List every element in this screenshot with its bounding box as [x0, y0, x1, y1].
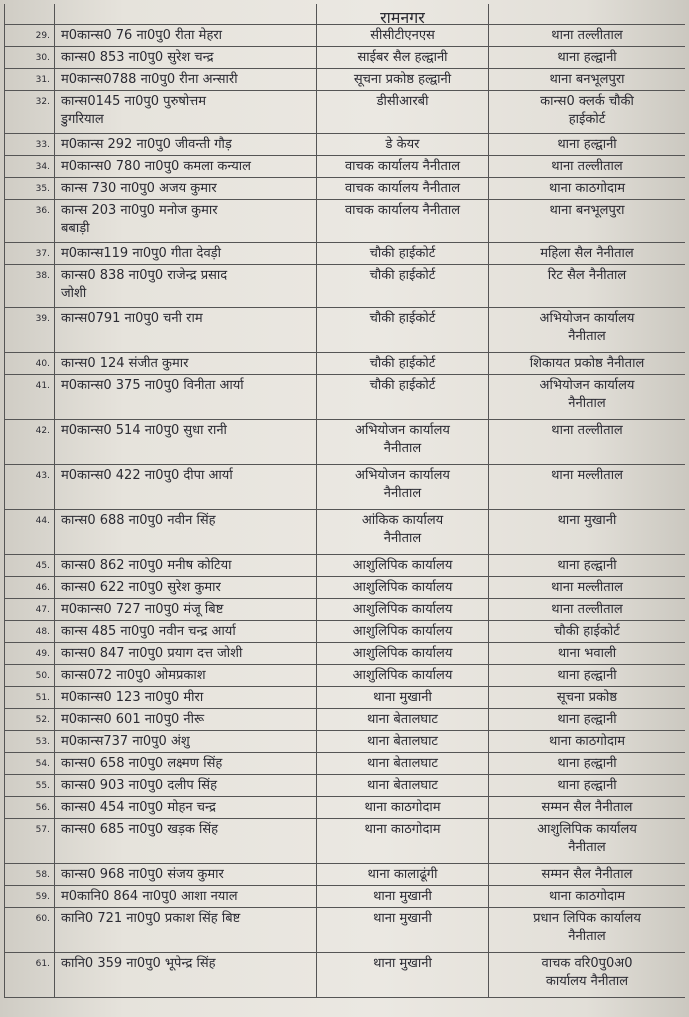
- from-posting: वाचक कार्यालय नैनीताल: [317, 156, 489, 177]
- from-posting: अभियोजन कार्यालय नैनीताल: [317, 465, 489, 509]
- employee-name: म0कान्स0 514 ना0पु0 सुधा रानी: [55, 420, 317, 464]
- table-row: [5, 797, 685, 819]
- transfer-table: [4, 4, 685, 998]
- serial-number: 31.: [5, 69, 55, 90]
- employee-name: म0कान्स0788 ना0पु0 रीना अन्सारी: [55, 69, 317, 90]
- table-row: [5, 156, 685, 178]
- from-posting: थाना कालाढूंगी: [317, 864, 489, 885]
- employee-name: कान्स0 968 ना0पु0 संजय कुमार: [55, 864, 317, 885]
- table-row: [5, 643, 685, 665]
- table-row: [5, 25, 685, 47]
- from-posting: थाना मुखानी: [317, 953, 489, 997]
- to-posting: थाना काठगोदाम: [548, 889, 626, 904]
- from-posting: थाना बेतालघाट: [317, 753, 489, 774]
- to-posting: थाना मल्लीताल: [551, 580, 623, 595]
- employee-name: म0कानि0 864 ना0पु0 आशा नयाल: [55, 886, 317, 907]
- to-posting: अभियोजन कार्यालय नैनीताल: [539, 311, 635, 344]
- to-posting: कान्स0 क्लर्क चौकी हाईकोर्ट: [540, 94, 634, 127]
- to-posting: थाना मल्लीताल: [551, 468, 623, 483]
- serial-number: 57.: [5, 819, 55, 863]
- to-posting: थाना हल्द्वानी: [557, 50, 617, 65]
- from-posting: वाचक कार्यालय नैनीताल: [317, 178, 489, 199]
- employee-name: कान्स0 658 ना0पु0 लक्ष्मण सिंह: [55, 753, 317, 774]
- serial-number: 52.: [5, 709, 55, 730]
- from-posting: थाना बेतालघाट: [317, 731, 489, 752]
- employee-name: कान्स 203 ना0पु0 मनोज कुमार बबाड़ी: [55, 200, 317, 242]
- employee-name: म0कान्स0 123 ना0पु0 मीरा: [55, 687, 317, 708]
- table-row: [5, 510, 685, 555]
- to-posting: सम्मन सैल नैनीताल: [541, 800, 633, 815]
- from-posting: वाचक कार्यालय नैनीताल: [317, 200, 489, 242]
- table-row: [5, 91, 685, 134]
- to-posting: थाना हल्द्वानी: [557, 778, 617, 793]
- serial-number: 47.: [5, 599, 55, 620]
- serial-number: 46.: [5, 577, 55, 598]
- serial-number: 42.: [5, 420, 55, 464]
- employee-name: म0कान्स119 ना0पु0 गीता देवड़ी: [55, 243, 317, 264]
- from-posting: सीसीटीएनएस: [317, 25, 489, 46]
- serial-number: 37.: [5, 243, 55, 264]
- employee-name: म0कान्स0 601 ना0पु0 नीरू: [55, 709, 317, 730]
- employee-name: कान्स0 685 ना0पु0 खड़क सिंह: [55, 819, 317, 863]
- to-posting: शिकायत प्रकोष्ठ नैनीताल: [529, 356, 645, 371]
- to-posting: थाना भवाली: [557, 646, 617, 661]
- from-posting: थाना बेतालघाट: [317, 775, 489, 796]
- serial-number: 58.: [5, 864, 55, 885]
- employee-name: कान्स0791 ना0पु0 चनी राम: [55, 308, 317, 352]
- to-posting: चौकी हाईकोर्ट: [554, 624, 620, 639]
- serial-number: 38.: [5, 265, 55, 307]
- header-fragment: रामनगर: [317, 4, 489, 24]
- table-row: [5, 265, 685, 308]
- employee-name: कान्स0 847 ना0पु0 प्रयाग दत्त जोशी: [55, 643, 317, 664]
- from-posting: थाना मुखानी: [317, 687, 489, 708]
- from-posting: आशुलिपिक कार्यालय: [317, 599, 489, 620]
- employee-name: कान्स 485 ना0पु0 नवीन चन्द्र आर्या: [55, 621, 317, 642]
- serial-number: 53.: [5, 731, 55, 752]
- to-posting: थाना हल्द्वानी: [557, 712, 617, 727]
- table-row: [5, 555, 685, 577]
- from-posting: थाना बेतालघाट: [317, 709, 489, 730]
- table-row: [5, 775, 685, 797]
- serial-number: 60.: [5, 908, 55, 952]
- table-row: [5, 621, 685, 643]
- to-posting: थाना तल्लीताल: [551, 28, 623, 43]
- name-cell: [55, 4, 317, 24]
- to-posting: सूचना प्रकोष्ठ: [556, 690, 618, 705]
- from-posting: चौकी हाईकोर्ट: [317, 265, 489, 307]
- employee-name: कान्स0 622 ना0पु0 सुरेश कुमार: [55, 577, 317, 598]
- to-posting: थाना मुखानी: [557, 513, 617, 528]
- table-row: [5, 886, 685, 908]
- table-row: [5, 243, 685, 265]
- to-posting: थाना हल्द्वानी: [557, 558, 617, 573]
- to-posting: थाना तल्लीताल: [551, 423, 623, 438]
- from-posting: डीसीआरबी: [317, 91, 489, 133]
- employee-name: कानि0 721 ना0पु0 प्रकाश सिंह बिष्ट: [55, 908, 317, 952]
- posting-cell: [489, 4, 685, 24]
- from-posting: चौकी हाईकोर्ट: [317, 375, 489, 419]
- table-row: [5, 178, 685, 200]
- to-posting: वाचक वरि0पु0अ0 कार्यालय नैनीताल: [541, 956, 633, 989]
- to-posting: थाना हल्द्वानी: [557, 137, 617, 152]
- to-posting: सम्मन सैल नैनीताल: [541, 867, 633, 882]
- table-row: [5, 599, 685, 621]
- serial-number: 44.: [5, 510, 55, 554]
- employee-name: म0कान्स0 727 ना0पु0 मंजू बिष्ट: [55, 599, 317, 620]
- from-posting: चौकी हाईकोर्ट: [317, 243, 489, 264]
- serial-number: 55.: [5, 775, 55, 796]
- from-posting: चौकी हाईकोर्ट: [317, 353, 489, 374]
- from-posting: आशुलिपिक कार्यालय: [317, 643, 489, 664]
- from-posting: आशुलिपिक कार्यालय: [317, 577, 489, 598]
- serial-number: 39.: [5, 308, 55, 352]
- table-row: [5, 819, 685, 864]
- to-posting: थाना बनभूलपुरा: [549, 203, 625, 218]
- table-row: [5, 134, 685, 156]
- employee-name: म0कान्स0 375 ना0पु0 विनीता आर्या: [55, 375, 317, 419]
- employee-name: कान्स0 853 ना0पु0 सुरेश चन्द्र: [55, 47, 317, 68]
- serial-number: 32.: [5, 91, 55, 133]
- table-row: [5, 200, 685, 243]
- employee-name: कान्स0 124 संजीत कुमार: [55, 353, 317, 374]
- table-row: [5, 687, 685, 709]
- serial-number: 29.: [5, 25, 55, 46]
- to-posting: थाना हल्द्वानी: [557, 668, 617, 683]
- table-row: [5, 709, 685, 731]
- serial-number: 33.: [5, 134, 55, 155]
- table-row: [5, 69, 685, 91]
- serial-number: 40.: [5, 353, 55, 374]
- from-posting: आशुलिपिक कार्यालय: [317, 665, 489, 686]
- from-posting: थाना मुखानी: [317, 886, 489, 907]
- to-posting: थाना बनभूलपुरा: [549, 72, 625, 87]
- from-posting: अभियोजन कार्यालय नैनीताल: [317, 420, 489, 464]
- employee-name: म0कान्स0 780 ना0पु0 कमला कन्याल: [55, 156, 317, 177]
- employee-name: म0कान्स737 ना0पु0 अंशु: [55, 731, 317, 752]
- table-row: [5, 864, 685, 886]
- from-posting: आंकिक कार्यालय नैनीताल: [317, 510, 489, 554]
- employee-name: कान्स0 838 ना0पु0 राजेन्द्र प्रसाद जोशी: [55, 265, 317, 307]
- serial-number: 61.: [5, 953, 55, 997]
- from-posting: आशुलिपिक कार्यालय: [317, 621, 489, 642]
- employee-name: कान्स0 688 ना0पु0 नवीन सिंह: [55, 510, 317, 554]
- employee-name: कान्स072 ना0पु0 ओमप्रकाश: [55, 665, 317, 686]
- table-row: [5, 753, 685, 775]
- employee-name: म0कान्स0 422 ना0पु0 दीपा आर्या: [55, 465, 317, 509]
- from-posting: आशुलिपिक कार्यालय: [317, 555, 489, 576]
- from-posting: थाना मुखानी: [317, 908, 489, 952]
- serial-number: 41.: [5, 375, 55, 419]
- serial-number: 51.: [5, 687, 55, 708]
- to-posting: थाना हल्द्वानी: [557, 756, 617, 771]
- table-row: [5, 375, 685, 420]
- serial-number: 50.: [5, 665, 55, 686]
- serial-number: 30.: [5, 47, 55, 68]
- serial-number: 59.: [5, 886, 55, 907]
- employee-name: कान्स0 454 ना0पु0 मोहन चन्द्र: [55, 797, 317, 818]
- table-row: [5, 308, 685, 353]
- from-posting: चौकी हाईकोर्ट: [317, 308, 489, 352]
- employee-name: कान्स0 862 ना0पु0 मनीष कोटिया: [55, 555, 317, 576]
- to-posting: थाना तल्लीताल: [551, 602, 623, 617]
- to-posting: महिला सैल नैनीताल: [540, 246, 634, 261]
- serial-number: 48.: [5, 621, 55, 642]
- serial-number: 45.: [5, 555, 55, 576]
- to-posting: अभियोजन कार्यालय नैनीताल: [539, 378, 635, 411]
- table-row: [5, 665, 685, 687]
- employee-name: कान्स0 903 ना0पु0 दलीप सिंह: [55, 775, 317, 796]
- table-row: [5, 353, 685, 375]
- employee-name: कान्स 730 ना0पु0 अजय कुमार: [55, 178, 317, 199]
- table-header-fragment-row: [5, 4, 685, 25]
- serial-number: 36.: [5, 200, 55, 242]
- to-posting: थाना काठगोदाम: [548, 734, 626, 749]
- employee-name: म0कान्स 292 ना0पु0 जीवन्ती गौड़: [55, 134, 317, 155]
- to-posting: थाना काठगोदाम: [548, 181, 626, 196]
- table-row: [5, 953, 685, 998]
- from-posting: सूचना प्रकोष्ठ हल्द्वानी: [317, 69, 489, 90]
- serial-number: 35.: [5, 178, 55, 199]
- table-row: [5, 465, 685, 510]
- from-posting: थाना काठगोदाम: [317, 819, 489, 863]
- employee-name: कान्स0145 ना0पु0 पुरुषोत्तम डुगरियाल: [55, 91, 317, 133]
- serial-number: 54.: [5, 753, 55, 774]
- from-posting: डे केयर: [317, 134, 489, 155]
- serial-number: 43.: [5, 465, 55, 509]
- table-row: [5, 577, 685, 599]
- to-posting: थाना तल्लीताल: [551, 159, 623, 174]
- serial-cell: [5, 4, 55, 24]
- serial-number: 49.: [5, 643, 55, 664]
- from-posting: थाना काठगोदाम: [317, 797, 489, 818]
- table-row: [5, 420, 685, 465]
- employee-name: कानि0 359 ना0पु0 भूपेन्द्र सिंह: [55, 953, 317, 997]
- to-posting: रिट सैल नैनीताल: [547, 268, 627, 283]
- to-posting: प्रधान लिपिक कार्यालय नैनीताल: [533, 911, 641, 944]
- to-posting: आशुलिपिक कार्यालय नैनीताल: [537, 822, 637, 855]
- from-posting: साईबर सैल हल्द्वानी: [317, 47, 489, 68]
- serial-number: 56.: [5, 797, 55, 818]
- employee-name: म0कान्स0 76 ना0पु0 रीता मेहरा: [55, 25, 317, 46]
- serial-number: 34.: [5, 156, 55, 177]
- table-row: [5, 731, 685, 753]
- table-row: [5, 47, 685, 69]
- table-body: [5, 25, 685, 998]
- table-row: [5, 908, 685, 953]
